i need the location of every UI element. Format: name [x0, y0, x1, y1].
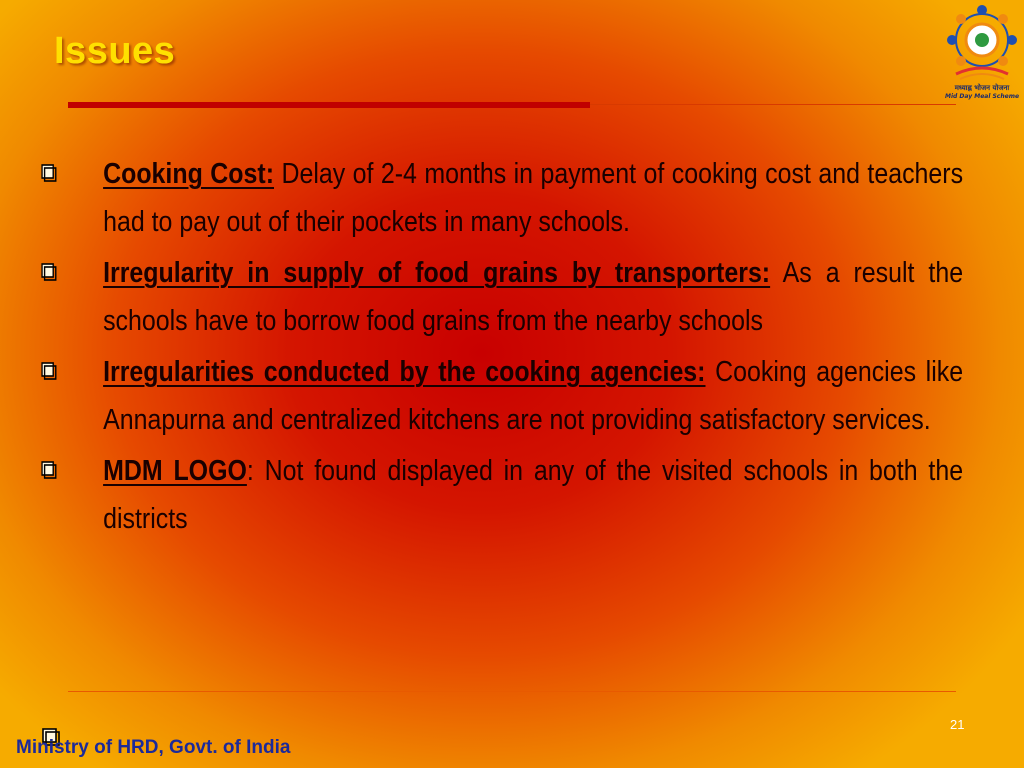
page-number: 21 [950, 717, 965, 732]
bullet-heading: MDM LOGO [103, 455, 247, 487]
mdm-logo [942, 2, 1022, 102]
bullet-mdm-logo [36, 447, 963, 543]
bullet-text: : Not found displayed in any of the visited schools in both the districts [103, 455, 964, 535]
bullet-food-grains [36, 249, 963, 345]
issues-list [36, 150, 962, 546]
mdm-logo-emblem-icon [942, 2, 1022, 84]
bullet-cooking-cost [36, 150, 963, 246]
title-underline-thin [590, 104, 956, 105]
bullet-text: Cooking agencies like Annapurna and centralized kitchens are not providing satisfactory services. [103, 356, 964, 436]
bullet-heading: Irregularity in supply of food grains by transporters: [103, 257, 771, 289]
footer-text: Ministry of HRD, Govt. of India [16, 737, 291, 758]
checkbox-bullet-icon [41, 263, 56, 281]
footer-divider [68, 691, 956, 692]
checkbox-bullet-icon [41, 362, 56, 380]
title-underline [68, 102, 590, 108]
logo-hindi-caption: मध्याह्न भोजन योजना [954, 84, 1010, 92]
bullet-text: Delay of 2-4 months in payment of cooking cost and teachers had to pay out of their pockets in many schools. [103, 158, 964, 238]
bullet-text: As a result the schools have to borrow food grains from the nearby schools [103, 257, 964, 337]
checkbox-bullet-icon [41, 461, 56, 479]
bullet-heading: Irregularities conducted by the cooking agencies: [103, 356, 706, 388]
logo-english-caption: Mid Day Meal Scheme [944, 93, 1020, 100]
checkbox-bullet-icon [41, 164, 56, 182]
slide-title: Issues [54, 30, 176, 72]
bullet-heading: Cooking Cost: [103, 158, 275, 190]
bullet-cooking-agencies [36, 348, 963, 444]
